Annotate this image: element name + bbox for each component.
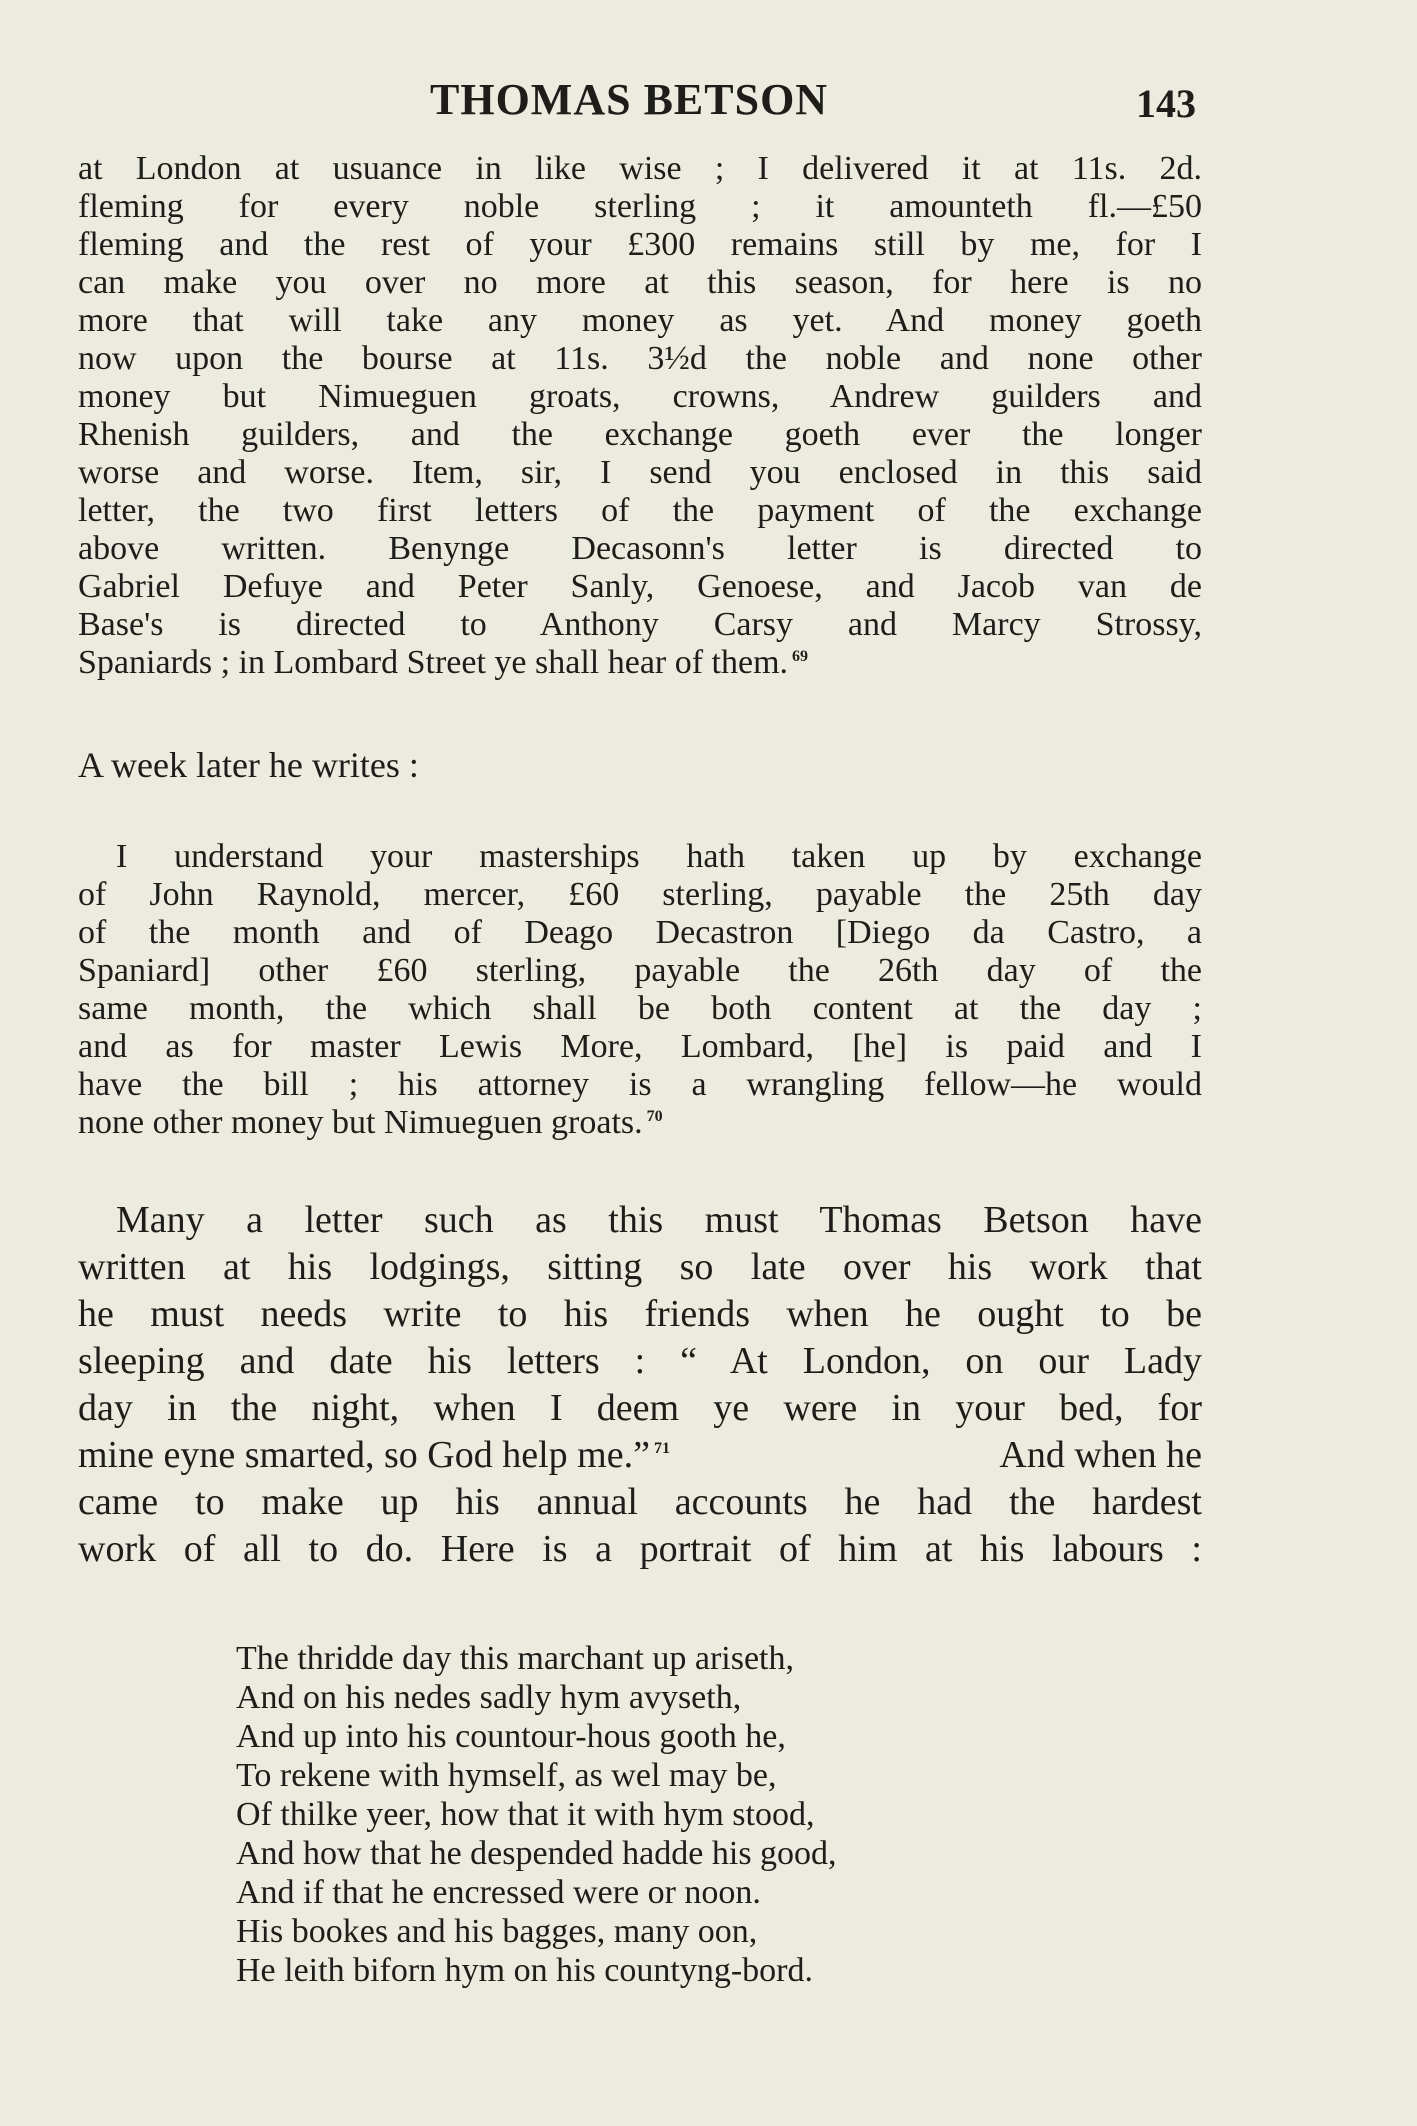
paragraph-line: he must needs write to his friends when he ought to be	[78, 1293, 1202, 1335]
quote1-line: letter, the two first letters of the payment of the exchange	[78, 492, 1202, 529]
intro-line: A week later he writes :	[78, 745, 419, 785]
footnote-ref-69: 69	[792, 647, 809, 665]
quote1-last-line	[78, 644, 1202, 682]
paragraph-line-part: And when he	[999, 1434, 1202, 1476]
paragraph-line: day in the night, when I deem ye were in your bed, for	[78, 1387, 1202, 1429]
paragraph-line-part: mine eyne smarted, so God help me.”	[78, 1434, 650, 1476]
quote2-line: same month, the which shall be both content at the day ;	[78, 990, 1202, 1027]
quote2-line: of John Raynold, mercer, £60 sterling, payable the 25th day	[78, 876, 1202, 913]
quote1-line: at London at usuance in like wise ; I delivered it at 11s. 2d.	[78, 150, 1202, 187]
quote1-line: Rhenish guilders, and the exchange goeth ever the longer	[78, 416, 1202, 453]
quote1-line: Base's is directed to Anthony Carsy and Marcy Strossy,	[78, 606, 1202, 643]
verse-line: The thridde day this marchant up ariseth,	[236, 1640, 794, 1677]
quote1-line: worse and worse. Item, sir, I send you enclosed in this said	[78, 454, 1202, 491]
verse-line: He leith biforn hym on his countyng-bord.	[236, 1952, 813, 1989]
paragraph-line: came to make up his annual accounts he had the hardest	[78, 1481, 1202, 1523]
paragraph-line: written at his lodgings, sitting so late over his work that	[78, 1246, 1202, 1288]
quote1-line: money but Nimueguen groats, crowns, Andrew guilders and	[78, 378, 1202, 415]
page-number: 143	[1136, 81, 1196, 126]
verse-line: His bookes and his bagges, many oon,	[236, 1913, 758, 1950]
paragraph-line-footnoted	[78, 1433, 1202, 1477]
paragraph-line: sleeping and date his letters : “ At London, on our Lady	[78, 1340, 1202, 1382]
paragraph-line: Many a letter such as this must Thomas Betson have	[116, 1199, 1202, 1241]
quote2-line: I understand your masterships hath taken up by exchange	[116, 838, 1202, 875]
quote1-line: can make you over no more at this season, for here is no	[78, 264, 1202, 301]
verse-line: And on his nedes sadly hym avyseth,	[236, 1679, 742, 1716]
quote1-line: more that will take any money as yet. And money goeth	[78, 302, 1202, 339]
quote2-last-text: none other money but Nimueguen groats.	[78, 1104, 643, 1141]
quote1-line: fleming and the rest of your £300 remains still by me, for I	[78, 226, 1202, 263]
quote1-line: above written. Benynge Decasonn's letter is directed to	[78, 530, 1202, 567]
quote2-last-line	[78, 1104, 1202, 1142]
verse-line: And how that he despended hadde his good,	[236, 1835, 837, 1872]
footnote-ref-70: 70	[646, 1107, 663, 1125]
quote2-line: and as for master Lewis More, Lombard, [he] is paid and I	[78, 1028, 1202, 1065]
quote1-last-text: Spaniards ; in Lombard Street ye shall hear of them.	[78, 644, 789, 681]
quote2-line: Spaniard] other £60 sterling, payable the 26th day of the	[78, 952, 1202, 989]
running-head: THOMAS BETSON	[430, 75, 829, 124]
quote2-line: have the bill ; his attorney is a wrangling fellow—he would	[78, 1066, 1202, 1103]
quote1-line: Gabriel Defuye and Peter Sanly, Genoese, and Jacob van de	[78, 568, 1202, 605]
verse-line: And if that he encressed were or noon.	[236, 1874, 761, 1911]
quote1-line: fleming for every noble sterling ; it amounteth fl.—£50	[78, 188, 1202, 225]
verse-line: And up into his countour-hous gooth he,	[236, 1718, 786, 1755]
footnote-ref-71: 71	[653, 1440, 670, 1458]
paragraph-line: work of all to do. Here is a portrait of him at his labours :	[78, 1528, 1202, 1570]
verse-line: Of thilke yeer, how that it with hym stood,	[236, 1796, 815, 1833]
quote2-line: of the month and of Deago Decastron [Diego da Castro, a	[78, 914, 1202, 951]
quote1-line: now upon the bourse at 11s. 3½d the noble and none other	[78, 340, 1202, 377]
verse-line: To rekene with hymself, as wel may be,	[236, 1757, 777, 1794]
